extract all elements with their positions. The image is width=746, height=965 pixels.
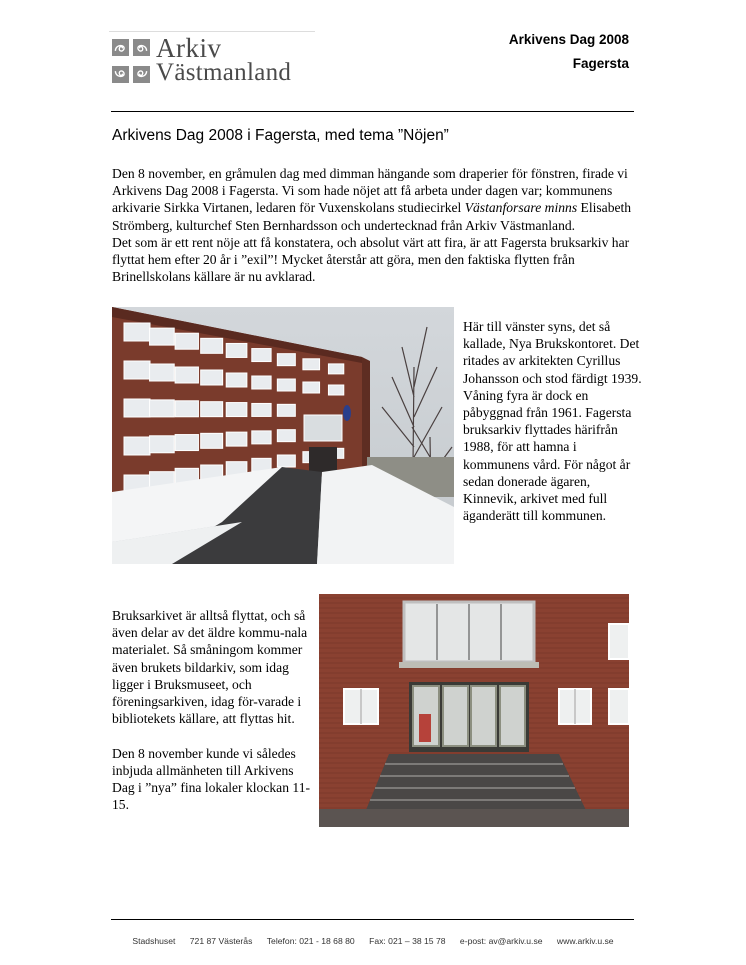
footer-contact (0, 936, 746, 946)
logo-word-arkiv: Arkiv (156, 33, 222, 63)
building-window (226, 373, 247, 387)
building-window (328, 364, 343, 374)
building-window (277, 404, 295, 416)
building-window (124, 437, 150, 455)
footer-email[interactable]: e-post: av@arkiv.u.se (459, 936, 543, 946)
ornament-icon (133, 39, 150, 56)
footer-divider (111, 919, 634, 920)
logo-top-rule (109, 31, 315, 32)
building-window (252, 403, 271, 416)
intro-p1-part-a: Den 8 november, en gråmulen dag med dimman hängande som draperier för fönstren, firade vi Arkivens Dag 2008 i Fagersta. Vi som hade nöjet att få arbeta under dagen var; kommunens arkivarie Sirkka Virtanen, ledaren för Vuxenskolans studiecirkel (112, 166, 628, 216)
building-window (175, 435, 198, 451)
building-window (303, 359, 320, 370)
building-window (277, 354, 295, 366)
caption2-paragraph-1: Bruksarkivet är alltså flyttat, och så även delar av det äldre kommu-nala materialet. Så småningom kommer även brukets bildarkiv, som idag ligger i Bruksmuseet, och föreningsarkiven, idag för-varade i bibliotekets källare, att flyttas hit. (112, 608, 308, 727)
caption2-paragraph-2: Den 8 november kunde vi således inbjuda allmänheten till Arkivens Dag i ”nya” fina lokaler klockan 11-15. (112, 745, 311, 813)
footer-phone: Telefon: 021 - 18 68 80 (266, 936, 355, 946)
intro-p1-part-b: Elisabeth Strömberg, kulturchef Sten Bernhardsson och undertecknad från Arkiv Västmanland. (112, 200, 632, 233)
building-window (150, 436, 175, 453)
footer-website[interactable]: www.arkiv.u.se (556, 936, 614, 946)
building-window (226, 403, 247, 417)
building-window (277, 379, 295, 391)
header-title: Arkivens Dag 2008 (508, 32, 629, 47)
logo-word-vastmanland: Västmanland (156, 59, 292, 86)
ornament-icon (133, 66, 150, 83)
building-window (124, 323, 150, 341)
building-window (252, 431, 271, 444)
header-divider (111, 111, 634, 112)
building-window (150, 328, 175, 345)
building-window (175, 333, 198, 349)
building-window (201, 402, 223, 417)
building-window (201, 433, 223, 448)
building-window (226, 432, 247, 446)
caption-brukskontoret: Här till vänster syns, det så kallade, Nya Brukskontoret. Det ritades av arkitekten Cyrillus Johansson och stod färdigt 1939. Våning fyra är dock en påbyggnad från 1961. Fagersta bruksarkiv flyttades härifrån 1988, för att hamna i kommunens vård. För något år sedan donerade ägaren, Kinnevik, arkivet med full äganderätt till kommunen. (463, 319, 642, 524)
building-window (303, 382, 320, 393)
study-circle-name: Västanforsare minns (464, 200, 578, 216)
building-window (175, 401, 198, 417)
building-window (150, 400, 175, 417)
header-location: Fagersta (572, 56, 629, 71)
building-window (328, 385, 343, 395)
building-window (277, 455, 295, 467)
building-window (201, 370, 223, 385)
article-title: Arkivens Dag 2008 i Fagersta, med tema ”Nöjen” (112, 127, 449, 144)
building-window (150, 364, 175, 381)
building-window (175, 367, 198, 383)
ornament-icon (112, 66, 129, 83)
photo-entrance (319, 594, 629, 827)
building-window (252, 349, 271, 362)
photo-brukskontoret (112, 307, 454, 564)
footer-address: Stadshuset (132, 936, 176, 946)
building-window (124, 361, 150, 379)
footer-fax: Fax: 021 – 38 15 78 (369, 936, 446, 946)
ornament-icon (112, 39, 129, 56)
arkiv-vastmanland-logo (109, 31, 315, 92)
intro-text (112, 165, 637, 285)
building-window (277, 430, 295, 442)
building-window (124, 399, 150, 417)
caption-archive-move (112, 607, 312, 831)
footer-postal: 721 87 Västerås (189, 936, 253, 946)
intro-paragraph-1 (112, 165, 637, 234)
building-window (226, 343, 247, 357)
building-window (201, 338, 223, 353)
intro-paragraph-2: Det som är ett rent nöje att få konstatera, och absolut värt att fira, är att Fagersta bruksarkiv har flyttat hem efter 20 år i ”exil”! Mycket återstår att göra, men den faktiska flytten från Brinellskolans källare är nu avklarad. (112, 234, 630, 285)
building-window (252, 376, 271, 389)
